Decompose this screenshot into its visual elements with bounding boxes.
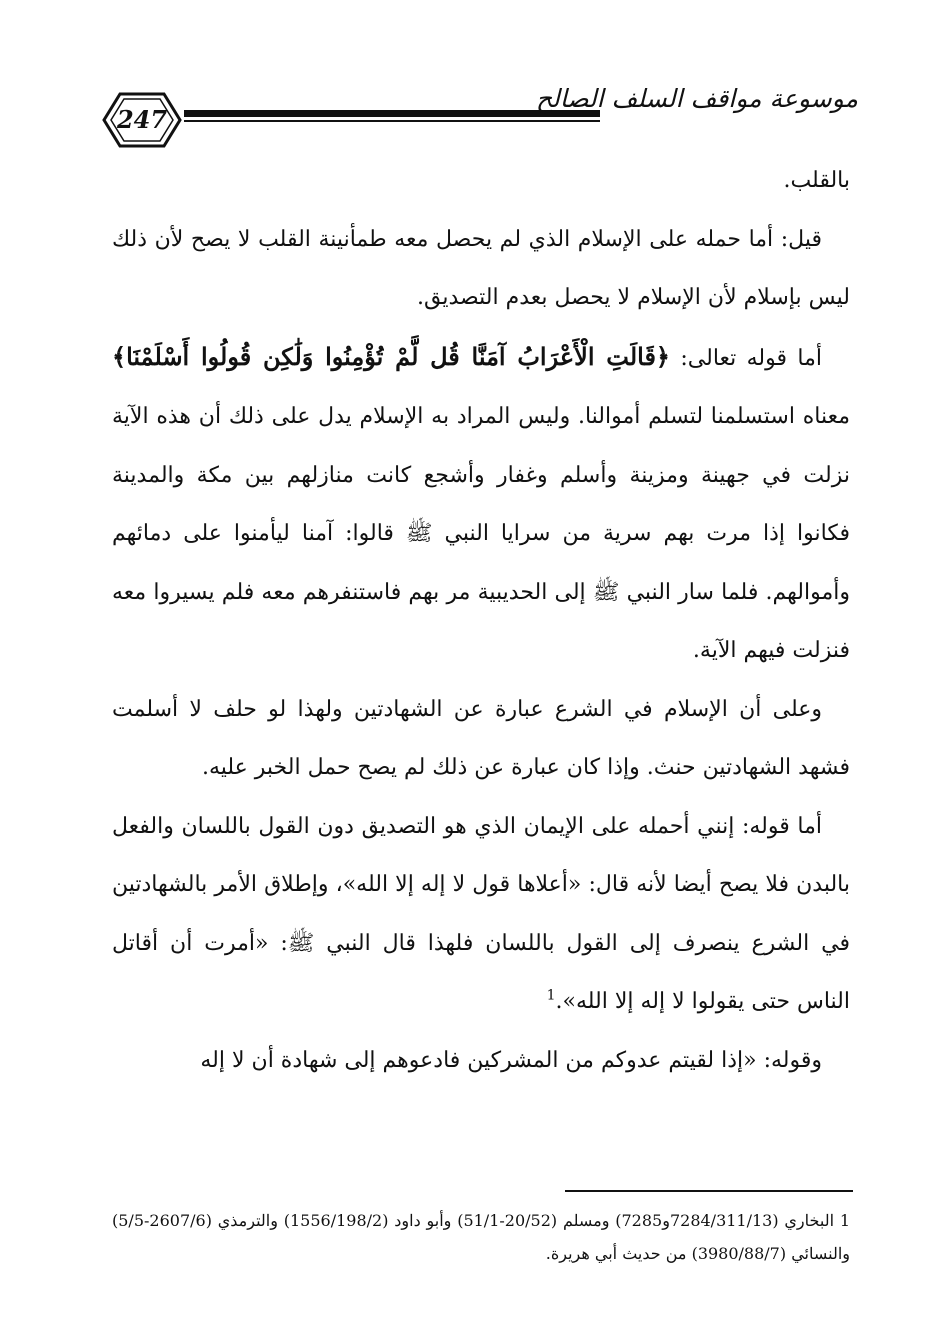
paragraph-3 — [112, 328, 850, 681]
paragraph-4: وعلى أن الإسلام في الشرع عبارة عن الشهادتين ولهذا لو حلف لا أسلمت فشهد الشهادتين حنث. وإذا كان عبارة عن ذلك لم يصح حمل الخبر عليه. — [112, 696, 850, 780]
main-text — [112, 152, 850, 1090]
page-header — [100, 80, 858, 160]
paragraph-6: وقوله: «إذا لقيتم عدوكم من المشركين فادعوهم إلى شهادة أن لا إله — [200, 1047, 822, 1073]
paragraph-2: قيل: أما حمله على الإسلام الذي لم يحصل معه طمأنينة القلب لا يصح لأن ذلك ليس بإسلام لأن الإسلام لا يحصل بعدم التصديق. — [112, 226, 850, 310]
paragraph-3-rest: معناه استسلمنا لتسلم أموالنا. وليس المراد به الإسلام يدل على ذلك أن هذه الآية نزلت في جهينة ومزينة وأسلم وغفار وأشجع كانت منازلهم بين مكة والمدينة فكانوا إذا مرت بهم سرية من سرايا النبي ﷺ قالوا: آمنا ليأمنوا على دمائهم وأموالهم. فلما سار النبي ﷺ إلى الحديبية مر بهم فاستنفرهم معه فلم يسيروا معه فنزلت فيهم الآية. — [112, 404, 850, 663]
verse-intro: أما قوله تعالى: — [669, 345, 822, 371]
book-title: موسوعة مواقف السلف الصالح — [535, 84, 858, 113]
paragraph-5-text: أما قوله: إنني أحمله على الإيمان الذي هو التصديق دون القول باللسان والفعل بالبدن فلا يصح أيضا لأنه قال: «أعلاها قول لا إله إلا الله»، وإطلاق الأمر بالشهادتين في الشرع ينصرف إلى القول باللسان فلهذا قال النبي ﷺ: «أمرت أن أقاتل الناس حتى يقولوا لا إله إلا الله». — [112, 813, 850, 1014]
quran-verse: ﴿قَالَتِ الْأَعْرَابُ آمَنَّا قُل لَّمْ تُؤْمِنُوا وَلَٰكِن قُولُوا أَسْلَمْنَا﴾ — [112, 341, 670, 371]
page-number-badge — [100, 88, 184, 152]
footnote-reference: 1 — [546, 987, 556, 1004]
footnotes — [112, 1204, 850, 1270]
page-number: 247 — [116, 105, 168, 134]
paragraph-5 — [112, 798, 850, 1032]
footnote-1: 1 البخاري (7284/311/13و7285) ومسلم (20/52-51/1) وأبو داود (1556/198/2) والترمذي (2607/6-5/5) والنسائي (3980/88/7) من حديث أبي هريرة. — [112, 1211, 850, 1263]
paragraph-1: بالقلب. — [783, 168, 850, 193]
footnote-separator — [565, 1190, 853, 1192]
